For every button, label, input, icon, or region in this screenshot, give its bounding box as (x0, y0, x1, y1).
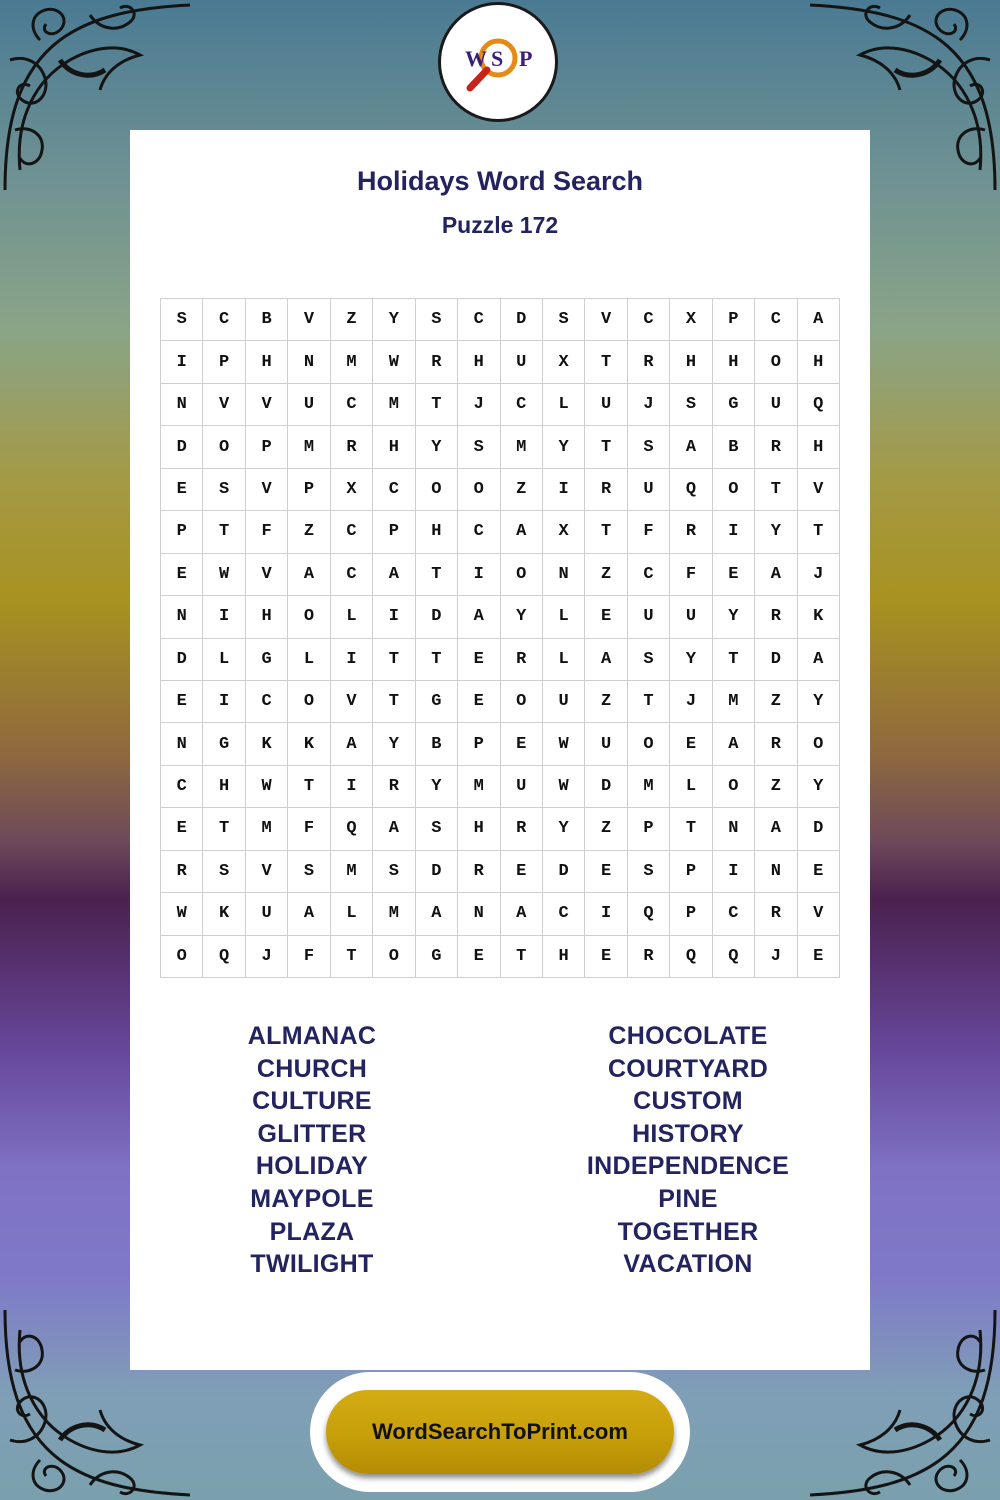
grid-cell[interactable]: T (203, 808, 245, 850)
grid-cell[interactable]: A (755, 808, 797, 850)
grid-cell[interactable]: P (670, 893, 712, 935)
grid-cell[interactable]: V (331, 681, 373, 723)
grid-cell[interactable]: M (331, 851, 373, 893)
grid-cell[interactable]: T (585, 341, 627, 383)
grid-cell[interactable]: S (203, 851, 245, 893)
grid-cell[interactable]: E (501, 851, 543, 893)
grid-cell[interactable]: F (670, 554, 712, 596)
grid-cell[interactable]: R (501, 808, 543, 850)
grid-cell[interactable]: S (373, 851, 415, 893)
page-title: Holidays Word Search (356, 166, 644, 196)
grid-cell[interactable]: K (246, 723, 288, 765)
grid-cell[interactable]: T (288, 766, 330, 808)
grid-cell[interactable]: X (543, 511, 585, 553)
grid-cell[interactable]: G (203, 723, 245, 765)
grid-cell[interactable]: C (331, 384, 373, 426)
grid-cell[interactable]: O (458, 469, 500, 511)
grid-cell[interactable]: A (373, 554, 415, 596)
grid-cell[interactable]: R (585, 469, 627, 511)
puzzle-number: Puzzle 172 (441, 212, 559, 238)
grid-cell[interactable]: E (161, 554, 203, 596)
site-name: WordSearchToPrint.com (372, 1419, 628, 1444)
grid-cell[interactable]: I (373, 596, 415, 638)
grid-cell[interactable]: G (246, 639, 288, 681)
grid-cell[interactable]: C (331, 511, 373, 553)
word-list-item: INDEPENDENCE (586, 1152, 790, 1181)
grid-cell[interactable]: C (331, 554, 373, 596)
grid-cell[interactable]: H (798, 341, 840, 383)
grid-cell[interactable]: N (288, 341, 330, 383)
grid-cell[interactable]: G (416, 936, 458, 978)
grid-cell[interactable]: T (628, 681, 670, 723)
grid-cell[interactable]: A (798, 299, 840, 341)
grid-cell[interactable]: A (585, 639, 627, 681)
grid-cell[interactable]: U (501, 766, 543, 808)
grid-cell[interactable]: N (161, 596, 203, 638)
grid-cell[interactable]: P (373, 511, 415, 553)
grid-cell[interactable]: B (416, 723, 458, 765)
grid-cell[interactable]: L (670, 766, 712, 808)
grid-cell[interactable]: E (458, 936, 500, 978)
grid-cell[interactable]: E (585, 596, 627, 638)
grid-cell[interactable]: P (161, 511, 203, 553)
grid-cell[interactable]: I (203, 596, 245, 638)
grid-cell[interactable]: S (161, 299, 203, 341)
grid-cell[interactable]: P (458, 723, 500, 765)
grid-cell[interactable]: R (628, 936, 670, 978)
grid-cell[interactable]: E (501, 723, 543, 765)
word-list-item: TWILIGHT (250, 1250, 374, 1279)
grid-cell[interactable]: A (713, 723, 755, 765)
grid-cell[interactable]: K (288, 723, 330, 765)
grid-cell[interactable]: O (373, 936, 415, 978)
grid-cell[interactable]: U (288, 384, 330, 426)
grid-cell[interactable]: T (713, 639, 755, 681)
grid-cell[interactable]: O (416, 469, 458, 511)
grid-cell[interactable]: A (373, 808, 415, 850)
grid-cell[interactable]: V (246, 554, 288, 596)
grid-cell[interactable]: M (373, 384, 415, 426)
grid-cell[interactable]: S (543, 299, 585, 341)
grid-cell[interactable]: M (288, 426, 330, 468)
grid-cell[interactable]: B (713, 426, 755, 468)
grid-cell[interactable]: N (543, 554, 585, 596)
grid-cell[interactable]: C (543, 893, 585, 935)
grid-cell[interactable]: J (458, 384, 500, 426)
grid-cell[interactable]: L (543, 596, 585, 638)
grid-cell[interactable]: O (628, 723, 670, 765)
grid-cell[interactable]: R (755, 723, 797, 765)
grid-cell[interactable]: L (203, 639, 245, 681)
grid-cell[interactable]: Y (543, 426, 585, 468)
grid-cell[interactable]: S (628, 639, 670, 681)
word-list-item: MAYPOLE (250, 1184, 374, 1213)
grid-cell[interactable]: V (585, 299, 627, 341)
grid-cell[interactable]: T (416, 639, 458, 681)
grid-cell[interactable]: E (713, 554, 755, 596)
grid-cell[interactable]: Q (670, 936, 712, 978)
word-list-item: HOLIDAY (255, 1152, 369, 1181)
grid-cell[interactable]: H (543, 936, 585, 978)
grid-cell[interactable]: C (161, 766, 203, 808)
grid-cell[interactable]: Y (798, 681, 840, 723)
grid-cell[interactable]: S (416, 299, 458, 341)
grid-cell[interactable]: T (416, 384, 458, 426)
grid-cell[interactable]: S (203, 469, 245, 511)
grid-cell[interactable]: X (331, 469, 373, 511)
grid-cell[interactable]: I (543, 469, 585, 511)
grid-cell[interactable]: C (246, 681, 288, 723)
grid-cell[interactable]: E (585, 851, 627, 893)
grid-cell[interactable]: H (246, 341, 288, 383)
grid-cell[interactable]: C (203, 299, 245, 341)
grid-cell[interactable]: Z (585, 681, 627, 723)
grid-cell[interactable]: A (416, 893, 458, 935)
grid-cell[interactable]: E (670, 723, 712, 765)
grid-cell[interactable]: S (288, 851, 330, 893)
grid-cell[interactable]: N (713, 808, 755, 850)
grid-cell[interactable]: F (246, 511, 288, 553)
grid-cell[interactable]: Z (331, 299, 373, 341)
grid-cell[interactable]: J (628, 384, 670, 426)
grid-cell[interactable]: C (373, 469, 415, 511)
grid-cell[interactable]: P (246, 426, 288, 468)
puzzle-sheet (130, 130, 870, 1370)
word-list-item: CHOCOLATE (608, 1022, 768, 1050)
logo-letter-w: W (465, 46, 487, 71)
grid-cell[interactable]: M (713, 681, 755, 723)
word-list-item: CUSTOM (633, 1087, 743, 1116)
grid-cell[interactable]: L (543, 639, 585, 681)
grid-cell[interactable]: H (458, 341, 500, 383)
grid-cell[interactable]: F (288, 808, 330, 850)
grid-cell[interactable]: D (755, 639, 797, 681)
word-list-item: PINE (658, 1184, 718, 1213)
grid-cell[interactable]: C (628, 554, 670, 596)
grid-cell[interactable]: C (713, 893, 755, 935)
grid-cell[interactable]: U (628, 596, 670, 638)
grid-cell[interactable]: Q (628, 893, 670, 935)
grid-cell[interactable]: Y (373, 299, 415, 341)
grid-cell[interactable]: H (373, 426, 415, 468)
grid-cell[interactable]: V (288, 299, 330, 341)
grid-cell[interactable]: W (373, 341, 415, 383)
grid-cell[interactable]: H (203, 766, 245, 808)
grid-cell[interactable]: U (246, 893, 288, 935)
grid-cell[interactable]: Z (288, 511, 330, 553)
word-list-item: CULTURE (252, 1087, 372, 1116)
grid-cell[interactable]: Y (373, 723, 415, 765)
grid-cell[interactable]: Y (416, 426, 458, 468)
grid-cell[interactable]: V (798, 893, 840, 935)
grid-cell[interactable]: V (203, 384, 245, 426)
grid-cell[interactable]: R (628, 341, 670, 383)
grid-cell[interactable]: L (331, 893, 373, 935)
grid-cell[interactable]: V (246, 851, 288, 893)
grid-cell[interactable]: I (585, 893, 627, 935)
grid-cell[interactable]: U (628, 469, 670, 511)
grid-cell[interactable]: C (755, 299, 797, 341)
grid-cell[interactable]: O (713, 469, 755, 511)
grid-cell[interactable]: E (161, 469, 203, 511)
grid-cell[interactable]: H (670, 341, 712, 383)
grid-cell[interactable]: Y (798, 766, 840, 808)
word-list-item: CHURCH (256, 1054, 368, 1083)
grid-cell[interactable]: T (501, 936, 543, 978)
grid-cell[interactable]: N (161, 723, 203, 765)
grid-cell[interactable]: P (670, 851, 712, 893)
grid-cell[interactable]: H (246, 596, 288, 638)
grid-cell[interactable]: D (416, 851, 458, 893)
grid-cell[interactable]: I (458, 554, 500, 596)
grid-cell[interactable]: Q (713, 936, 755, 978)
logo-letter-s: S (491, 46, 504, 71)
grid-cell[interactable]: M (628, 766, 670, 808)
grid-cell[interactable]: Z (755, 766, 797, 808)
grid-cell[interactable]: T (798, 511, 840, 553)
grid-cell[interactable]: U (585, 723, 627, 765)
grid-cell[interactable]: J (670, 681, 712, 723)
grid-cell[interactable]: R (458, 851, 500, 893)
grid-cell[interactable]: O (161, 936, 203, 978)
grid-cell[interactable]: C (458, 511, 500, 553)
grid-cell[interactable]: E (798, 936, 840, 978)
word-list-item: TOGETHER (617, 1217, 759, 1246)
grid-cell[interactable]: O (288, 681, 330, 723)
grid-cell[interactable]: V (798, 469, 840, 511)
grid-cell[interactable]: R (755, 426, 797, 468)
grid-cell[interactable]: Q (670, 469, 712, 511)
grid-cell[interactable]: U (670, 596, 712, 638)
grid-cell[interactable]: W (543, 723, 585, 765)
grid-cell[interactable]: D (543, 851, 585, 893)
grid-cell[interactable]: R (373, 766, 415, 808)
grid-cell[interactable]: P (713, 299, 755, 341)
grid-cell[interactable]: H (798, 426, 840, 468)
grid-cell[interactable]: C (628, 299, 670, 341)
grid-cell[interactable]: O (203, 426, 245, 468)
grid-cell[interactable]: J (798, 554, 840, 596)
grid-cell[interactable]: H (713, 341, 755, 383)
grid-cell[interactable]: O (501, 554, 543, 596)
grid-cell[interactable]: D (501, 299, 543, 341)
grid-cell[interactable]: R (755, 596, 797, 638)
grid-cell[interactable]: M (331, 341, 373, 383)
grid-cell[interactable]: Z (501, 469, 543, 511)
word-list-item: HISTORY (632, 1119, 744, 1148)
grid-cell[interactable]: Q (203, 936, 245, 978)
grid-cell[interactable]: U (585, 384, 627, 426)
grid-cell[interactable]: P (288, 469, 330, 511)
grid-cell[interactable]: I (331, 639, 373, 681)
grid-cell[interactable]: A (798, 639, 840, 681)
grid-cell[interactable]: H (458, 808, 500, 850)
grid-cell[interactable]: Z (755, 681, 797, 723)
grid-cell[interactable]: Y (543, 808, 585, 850)
grid-cell[interactable]: R (670, 511, 712, 553)
grid-cell[interactable]: R (161, 851, 203, 893)
grid-cell[interactable]: X (543, 341, 585, 383)
grid-cell[interactable]: I (331, 766, 373, 808)
grid-cell[interactable]: G (416, 681, 458, 723)
grid-cell[interactable]: N (755, 851, 797, 893)
grid-cell[interactable]: B (246, 299, 288, 341)
grid-cell[interactable]: T (373, 681, 415, 723)
grid-cell[interactable]: T (755, 469, 797, 511)
grid-cell[interactable]: T (416, 554, 458, 596)
grid-cell[interactable]: W (161, 893, 203, 935)
grid-cell[interactable]: A (501, 511, 543, 553)
grid-cell[interactable]: A (458, 596, 500, 638)
grid-cell[interactable]: V (246, 469, 288, 511)
grid-cell[interactable]: L (288, 639, 330, 681)
word-list-left-column (152, 1020, 472, 1281)
grid-cell[interactable]: I (713, 511, 755, 553)
grid-cell[interactable]: T (203, 511, 245, 553)
word-list-item: COURTYARD (607, 1054, 769, 1083)
grid-cell[interactable]: L (543, 384, 585, 426)
grid-cell[interactable]: C (458, 299, 500, 341)
grid-cell[interactable]: D (161, 639, 203, 681)
grid-cell[interactable]: C (501, 384, 543, 426)
grid-cell[interactable]: Z (585, 554, 627, 596)
grid-cell[interactable]: R (755, 893, 797, 935)
grid-cell[interactable]: I (713, 851, 755, 893)
grid-cell[interactable]: P (203, 341, 245, 383)
logo-letter-p: P (519, 46, 533, 71)
grid-cell[interactable]: M (373, 893, 415, 935)
grid-cell[interactable]: Y (501, 596, 543, 638)
grid-cell[interactable]: E (458, 681, 500, 723)
grid-cell[interactable]: S (416, 808, 458, 850)
grid-cell[interactable]: H (416, 511, 458, 553)
grid-cell[interactable]: O (798, 723, 840, 765)
grid-cell[interactable]: X (670, 299, 712, 341)
word-list-item: VACATION (623, 1250, 753, 1279)
grid-cell[interactable]: A (331, 723, 373, 765)
grid-cell[interactable]: A (288, 554, 330, 596)
grid-cell[interactable]: K (203, 893, 245, 935)
grid-cell[interactable]: E (161, 808, 203, 850)
magnifier-logo-icon (448, 12, 548, 112)
grid-cell[interactable]: J (755, 936, 797, 978)
word-list-item: ALMANAC (247, 1022, 377, 1050)
footer-button[interactable] (326, 1390, 674, 1474)
grid-cell[interactable]: T (585, 511, 627, 553)
grid-cell[interactable]: Y (416, 766, 458, 808)
grid-cell[interactable]: J (246, 936, 288, 978)
word-list-right-column (528, 1020, 848, 1281)
wsp-logo (438, 2, 558, 122)
grid-cell[interactable]: D (416, 596, 458, 638)
grid-cell[interactable]: L (331, 596, 373, 638)
footer-badge (310, 1372, 690, 1492)
grid-cell[interactable]: W (203, 554, 245, 596)
grid-cell[interactable]: F (628, 511, 670, 553)
grid-cell[interactable]: I (203, 681, 245, 723)
grid-cell[interactable]: O (713, 766, 755, 808)
grid-cell[interactable]: T (373, 639, 415, 681)
grid-cell[interactable]: U (755, 384, 797, 426)
grid-cell[interactable]: T (670, 808, 712, 850)
grid-cell[interactable]: M (246, 808, 288, 850)
grid-cell[interactable]: D (798, 808, 840, 850)
grid-cell[interactable]: Y (755, 511, 797, 553)
grid-cell[interactable]: D (161, 426, 203, 468)
grid-cell[interactable]: R (501, 639, 543, 681)
grid-cell[interactable]: A (755, 554, 797, 596)
grid-cell[interactable]: N (161, 384, 203, 426)
grid-cell[interactable]: U (501, 341, 543, 383)
grid-cell[interactable]: K (798, 596, 840, 638)
grid-cell[interactable]: Q (331, 808, 373, 850)
grid-cell[interactable]: W (246, 766, 288, 808)
grid-cell[interactable]: V (246, 384, 288, 426)
grid-cell[interactable]: F (288, 936, 330, 978)
grid-cell[interactable]: S (670, 384, 712, 426)
grid-cell[interactable]: S (628, 851, 670, 893)
grid-cell[interactable]: A (501, 893, 543, 935)
grid-cell[interactable]: D (585, 766, 627, 808)
grid-cell[interactable]: N (458, 893, 500, 935)
word-list-item: GLITTER (257, 1119, 367, 1148)
grid-cell[interactable]: Z (585, 808, 627, 850)
grid-cell[interactable]: P (628, 808, 670, 850)
grid-cell[interactable]: T (331, 936, 373, 978)
grid-cell[interactable]: E (161, 681, 203, 723)
grid-cell[interactable]: E (585, 936, 627, 978)
grid-cell[interactable]: O (501, 681, 543, 723)
grid-cell[interactable]: M (501, 426, 543, 468)
grid-cell[interactable]: M (458, 766, 500, 808)
grid-cell[interactable]: U (543, 681, 585, 723)
grid-cell[interactable]: Y (670, 639, 712, 681)
grid-cell[interactable]: A (288, 893, 330, 935)
grid-cell[interactable]: W (543, 766, 585, 808)
grid-cell[interactable]: S (628, 426, 670, 468)
grid-cell[interactable]: A (670, 426, 712, 468)
grid-cell[interactable]: O (288, 596, 330, 638)
grid-cell[interactable]: O (755, 341, 797, 383)
letter-grid (160, 298, 840, 978)
grid-cell[interactable]: R (331, 426, 373, 468)
grid-cell[interactable]: G (713, 384, 755, 426)
grid-cell[interactable]: I (161, 341, 203, 383)
grid-cell[interactable]: Q (798, 384, 840, 426)
grid-cell[interactable]: T (585, 426, 627, 468)
grid-cell[interactable]: E (458, 639, 500, 681)
grid-cell[interactable]: Y (713, 596, 755, 638)
grid-cell[interactable]: S (458, 426, 500, 468)
word-list-item: PLAZA (269, 1217, 355, 1246)
grid-cell[interactable]: R (416, 341, 458, 383)
grid-cell[interactable]: E (798, 851, 840, 893)
